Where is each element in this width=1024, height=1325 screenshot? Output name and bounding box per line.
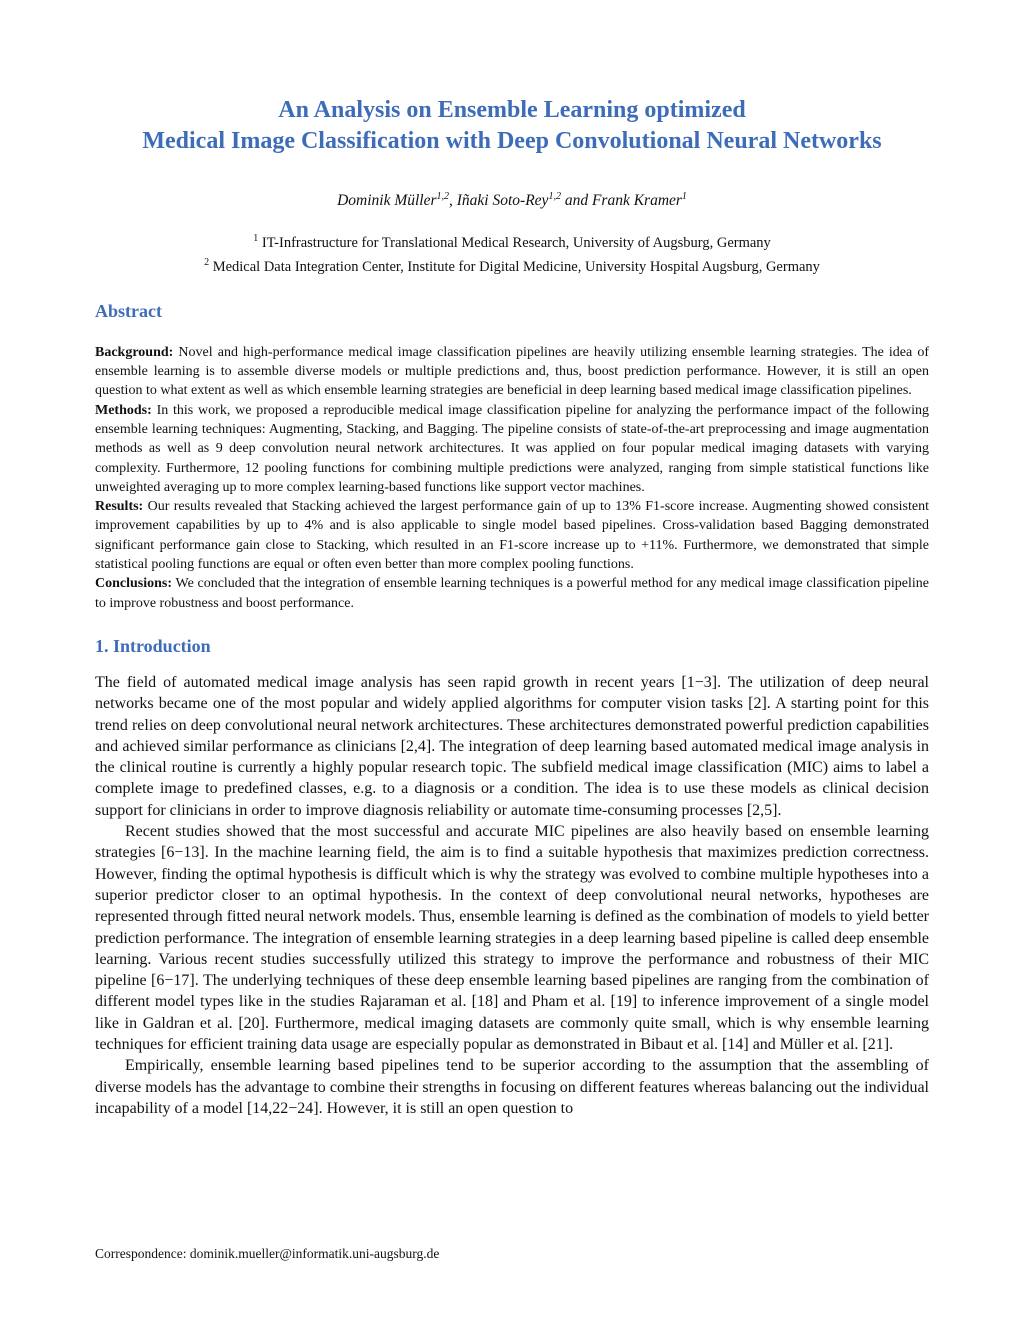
introduction-heading: 1. Introduction	[95, 635, 211, 656]
affiliation-line	[95, 253, 929, 277]
abstract-results	[95, 497, 929, 574]
abstract-label: Results:	[95, 499, 144, 515]
title-line-2: Medical Image Classification with Deep Convolutional Neural Networks	[142, 128, 882, 154]
abstract-text: Our results revealed that Stacking achieved the largest performance gain of up to 13% F1-score increase. Augmenting showed consistent improvement capabilities by up to 4% and is also applicable to single model based pipelines. Cross-validation based Bagging demonstrated significant performance gain close to Stacking, which resulted in an F1-score increase up to +11%. Furthermore, we demonstrated that simple statistical pooling functions are equal or often even better than more complex pooling functions.	[95, 499, 929, 573]
abstract-conclusions	[95, 574, 929, 613]
author-affiliation-mark: 1,2	[548, 191, 561, 202]
body-paragraph: Empirically, ensemble learning based pipelines tend to be superior according to the assumption that the assembling of diverse models has the advantage to combine their strengths in focusing on different features whereas balancing out the individual incapability of a model [14,22−24]. However, it is still an open question to	[95, 1057, 929, 1117]
abstract-label: Methods:	[95, 402, 152, 418]
affiliation-list	[95, 229, 929, 277]
abstract-heading: Abstract	[95, 300, 162, 321]
affiliation-number: 2	[204, 256, 210, 268]
author-list	[95, 191, 929, 210]
author-name: Iñaki Soto-Rey	[456, 192, 549, 210]
author-affiliation-mark: 1	[681, 191, 687, 202]
abstract-body	[95, 343, 929, 613]
author-name: Frank Kramer	[591, 192, 682, 210]
author-separator: ,	[449, 192, 457, 210]
abstract-background	[95, 343, 929, 401]
abstract-label: Background:	[95, 344, 174, 360]
abstract-methods	[95, 401, 929, 497]
author-affiliation-mark: 1,2	[436, 191, 450, 202]
body-paragraph: The field of automated medical image analysis has seen rapid growth in recent years [1−3]. The utilization of deep neural networks became one of the most popular and widely applied algorithms for computer vision tasks [2]. A starting point for this trend relies on deep convolutional neural network architectures. These architectures demonstrated powerful prediction capabilities and achieved similar performance as clinicians [2,4]. The integration of deep learning based automated medical image analysis in the clinical routine is currently a highly popular research topic. The subfield medical image classification (MIC) aims to label a complete image to predefined classes, e.g. to a diagnosis or a condition. The idea is to use these models as clinical decision support for clinicians in order to improve diagnosis reliability or automate time-consuming processes [2,5].	[95, 673, 929, 819]
title-line-1: An Analysis on Ensemble Learning optimized	[278, 97, 746, 123]
affiliation-line	[95, 229, 929, 253]
abstract-text: In this work, we proposed a reproducible medical image classification pipeline for analyzing the performance impact of the following ensemble learning techniques: Augmenting, Stacking, and Bagging. The pipeline consists of state-of-the-art preprocessing and image augmentation methods as well as 9 deep convolution neural network architectures. It was applied on four popular medical imaging datasets with varying complexity. Furthermore, 12 pooling functions for combining multiple predictions were analyzed, ranging from simple statistical functions like unweighted averaging up to more complex learning-based functions like support vector machines.	[95, 402, 929, 495]
abstract-label: Conclusions:	[95, 576, 173, 592]
abstract-text: We concluded that the integration of ensemble learning techniques is a powerful method for any medical image classification pipeline to improve robustness and boost performance.	[95, 576, 929, 611]
body-paragraph: Recent studies showed that the most successful and accurate MIC pipelines are also heavily based on ensemble learning strategies [6−13]. In the machine learning field, the aim is to find a suitable hypothesis that maximizes prediction correctness. However, finding the optimal hypothesis is difficult which is why the strategy was evolved to combine multiple hypotheses into a superior predictor closer to an optimal hypothesis. In the context of deep convolutional neural networks, hypotheses are represented through fitted neural network models. Thus, ensemble learning is defined as the combination of models to yield better prediction performance. The integration of ensemble learning strategies in a deep learning based pipeline is called deep ensemble learning. Various recent studies successfully utilized this strategy to improve the performance and robustness of their MIC pipeline [6−17]. The underlying techniques of these deep ensemble learning based pipelines are ranging from the combination of different model types like in the studies Rajaraman et al. [18] and Pham et al. [19] to inference improvement of a single model like in Galdran et al. [20]. Furthermore, medical imaging datasets are commonly quite small, which is why ensemble learning techniques for efficient training data usage are especially popular as demonstrated in Bibaut et al. [14] and Müller et al. [21].	[95, 823, 929, 1054]
affiliation-number: 1	[253, 233, 259, 245]
paper-title	[95, 95, 929, 157]
author-name: Dominik Müller	[337, 192, 437, 210]
correspondence-footer: Correspondence: dominik.mueller@informatik.uni-augsburg.de	[95, 1246, 440, 1261]
affiliation-text: IT-Infrastructure for Translational Medical Research, University of Augsburg, Germany	[258, 234, 771, 251]
introduction-body	[95, 672, 929, 1119]
affiliation-text: Medical Data Integration Center, Institute for Digital Medicine, University Hospital Augsburg, Germany	[209, 258, 820, 275]
abstract-text: Novel and high-performance medical image classification pipelines are heavily utilizing ensemble learning strategies. The idea of ensemble learning is to assemble diverse models or multiple predictions and, thus, boost prediction performance. However, it is still an open question to what extent as well as which ensemble learning strategies are beneficial in deep learning based medical image classification pipelines.	[95, 344, 929, 399]
author-separator: and	[560, 192, 592, 210]
